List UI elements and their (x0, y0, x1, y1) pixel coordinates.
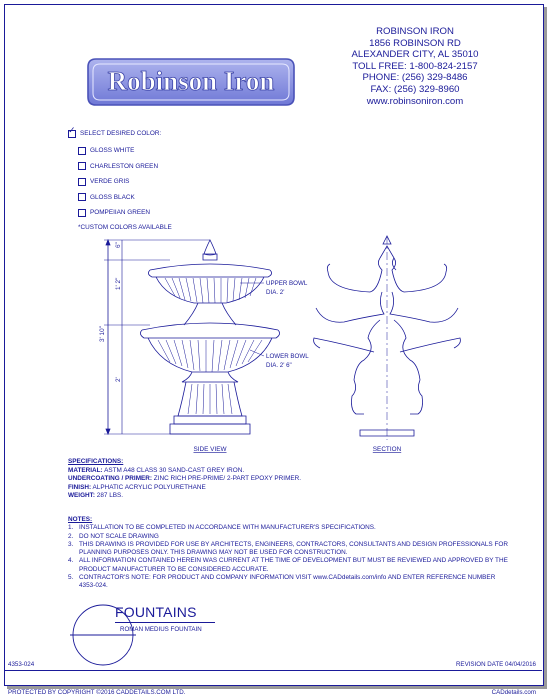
note-item: 1. INSTALLATION TO BE COMPLETED IN ACCORDANCE WITH MANUFACTURER'S SPECIFICATIONS. (68, 524, 376, 532)
note-item: 3. THIS DRAWING IS PROVIDED FOR USE BY ARCHITECTS, ENGINEERS, CONTRACTORS, CONSULTANTS AND DESIGN PROFESSIONALS FOR PLANNING PURPOSES ONLY. THIS DRAWING MAY NOT BE USED FOR CONSTRUCTION. (68, 540, 508, 557)
dimension-bottom-label: 2' (115, 377, 122, 382)
weight-value: 287 LBS. (94, 492, 124, 500)
color-option-label: VERDE GRIS (90, 178, 130, 186)
upper-bowl-diameter: DIA. 2' (266, 289, 285, 296)
color-option-label: GLOSS WHITE (90, 147, 135, 155)
weight-label: WEIGHT: (68, 492, 95, 500)
notes (68, 516, 508, 591)
side-view-label: SIDE VIEW (193, 446, 227, 453)
color-option-label: CHARLESTON GREEN (90, 162, 159, 170)
note-item: 5. CONTRACTOR'S NOTE: FOR PRODUCT AND COMPANY INFORMATION VISIT www.CADdetails.com/info AND ENTER REFERENCE NUMBER 4353-024. (68, 574, 496, 590)
upper-bowl-label: UPPER BOWL (266, 280, 308, 287)
company-city: ALEXANDER CITY, AL 35010 (351, 49, 479, 61)
company-address: 1856 ROBINSON RD (369, 37, 461, 49)
finish-value: ALPHATIC ACRYLIC POLYURETHANE (91, 483, 206, 491)
bottom-border (4, 670, 542, 671)
logo-text: Robinson Iron (107, 66, 275, 96)
color-option-label: POMPEIIAN GREEN (90, 209, 151, 217)
copyright-footer: PROTECTED BY COPYRIGHT ©2016 CADDETAILS.COM LTD. (8, 689, 186, 696)
material-label: MATERIAL: (68, 466, 103, 474)
lower-bowl-label: LOWER BOWL (266, 353, 309, 360)
undercoating-label: UNDERCOATING / PRIMER: (68, 475, 153, 483)
notes-title: NOTES: (68, 516, 93, 523)
title-divider (115, 622, 215, 623)
specifications (68, 458, 301, 501)
specifications-title: SPECIFICATIONS: (68, 458, 124, 465)
dimension-total-label: 3' 10" (99, 326, 106, 342)
note-item: 2. DO NOT SCALE DRAWING (68, 532, 159, 540)
select-color-label: SELECT DESIRED COLOR: (80, 130, 162, 137)
company-website[interactable]: www.robinsoniron.com (366, 95, 464, 107)
company-phone: PHONE: (256) 329-8486 (362, 72, 468, 84)
undercoating-value: ZINC RICH PRE-PRIME/ 2-PART EPOXY PRIMER. (152, 475, 302, 483)
lower-bowl-diameter: DIA. 2' 6" (266, 362, 292, 369)
company-fax: FAX: (256) 329-8960 (370, 83, 460, 95)
caddetails-link[interactable]: CADdetails.com (491, 689, 536, 696)
title-fountains: FOUNTAINS (115, 604, 197, 620)
custom-colors-note: *CUSTOM COLORS AVAILABLE (78, 223, 172, 231)
finish-label: FINISH: (68, 483, 92, 491)
material-value: ASTM A48 CLASS 30 SAND-CAST GREY IRON. (102, 466, 245, 474)
title-subtitle: ROMAN MEDIUS FOUNTAIN (120, 626, 202, 633)
dimension-mid-label: 1' 2" (115, 277, 122, 290)
revision-date: REVISION DATE 04/04/2016 (455, 661, 536, 668)
color-option-label: GLOSS BLACK (90, 193, 135, 201)
company-toll-free: TOLL FREE: 1-800-824-2157 (352, 60, 478, 72)
dimension-top-label: 6" (115, 242, 122, 248)
reference-number: 4353-024 (8, 661, 35, 668)
company-name: ROBINSON IRON (376, 26, 454, 37)
note-item: 4. ALL INFORMATION CONTAINED HEREIN WAS CURRENT AT THE TIME OF DEVELOPMENT BUT MUST BE REVIEWED AND APPROVED BY THE PRODUCT MANUFACTURER TO BE CONSIDERED ACCURATE. (68, 557, 508, 573)
section-label: SECTION (372, 446, 402, 453)
